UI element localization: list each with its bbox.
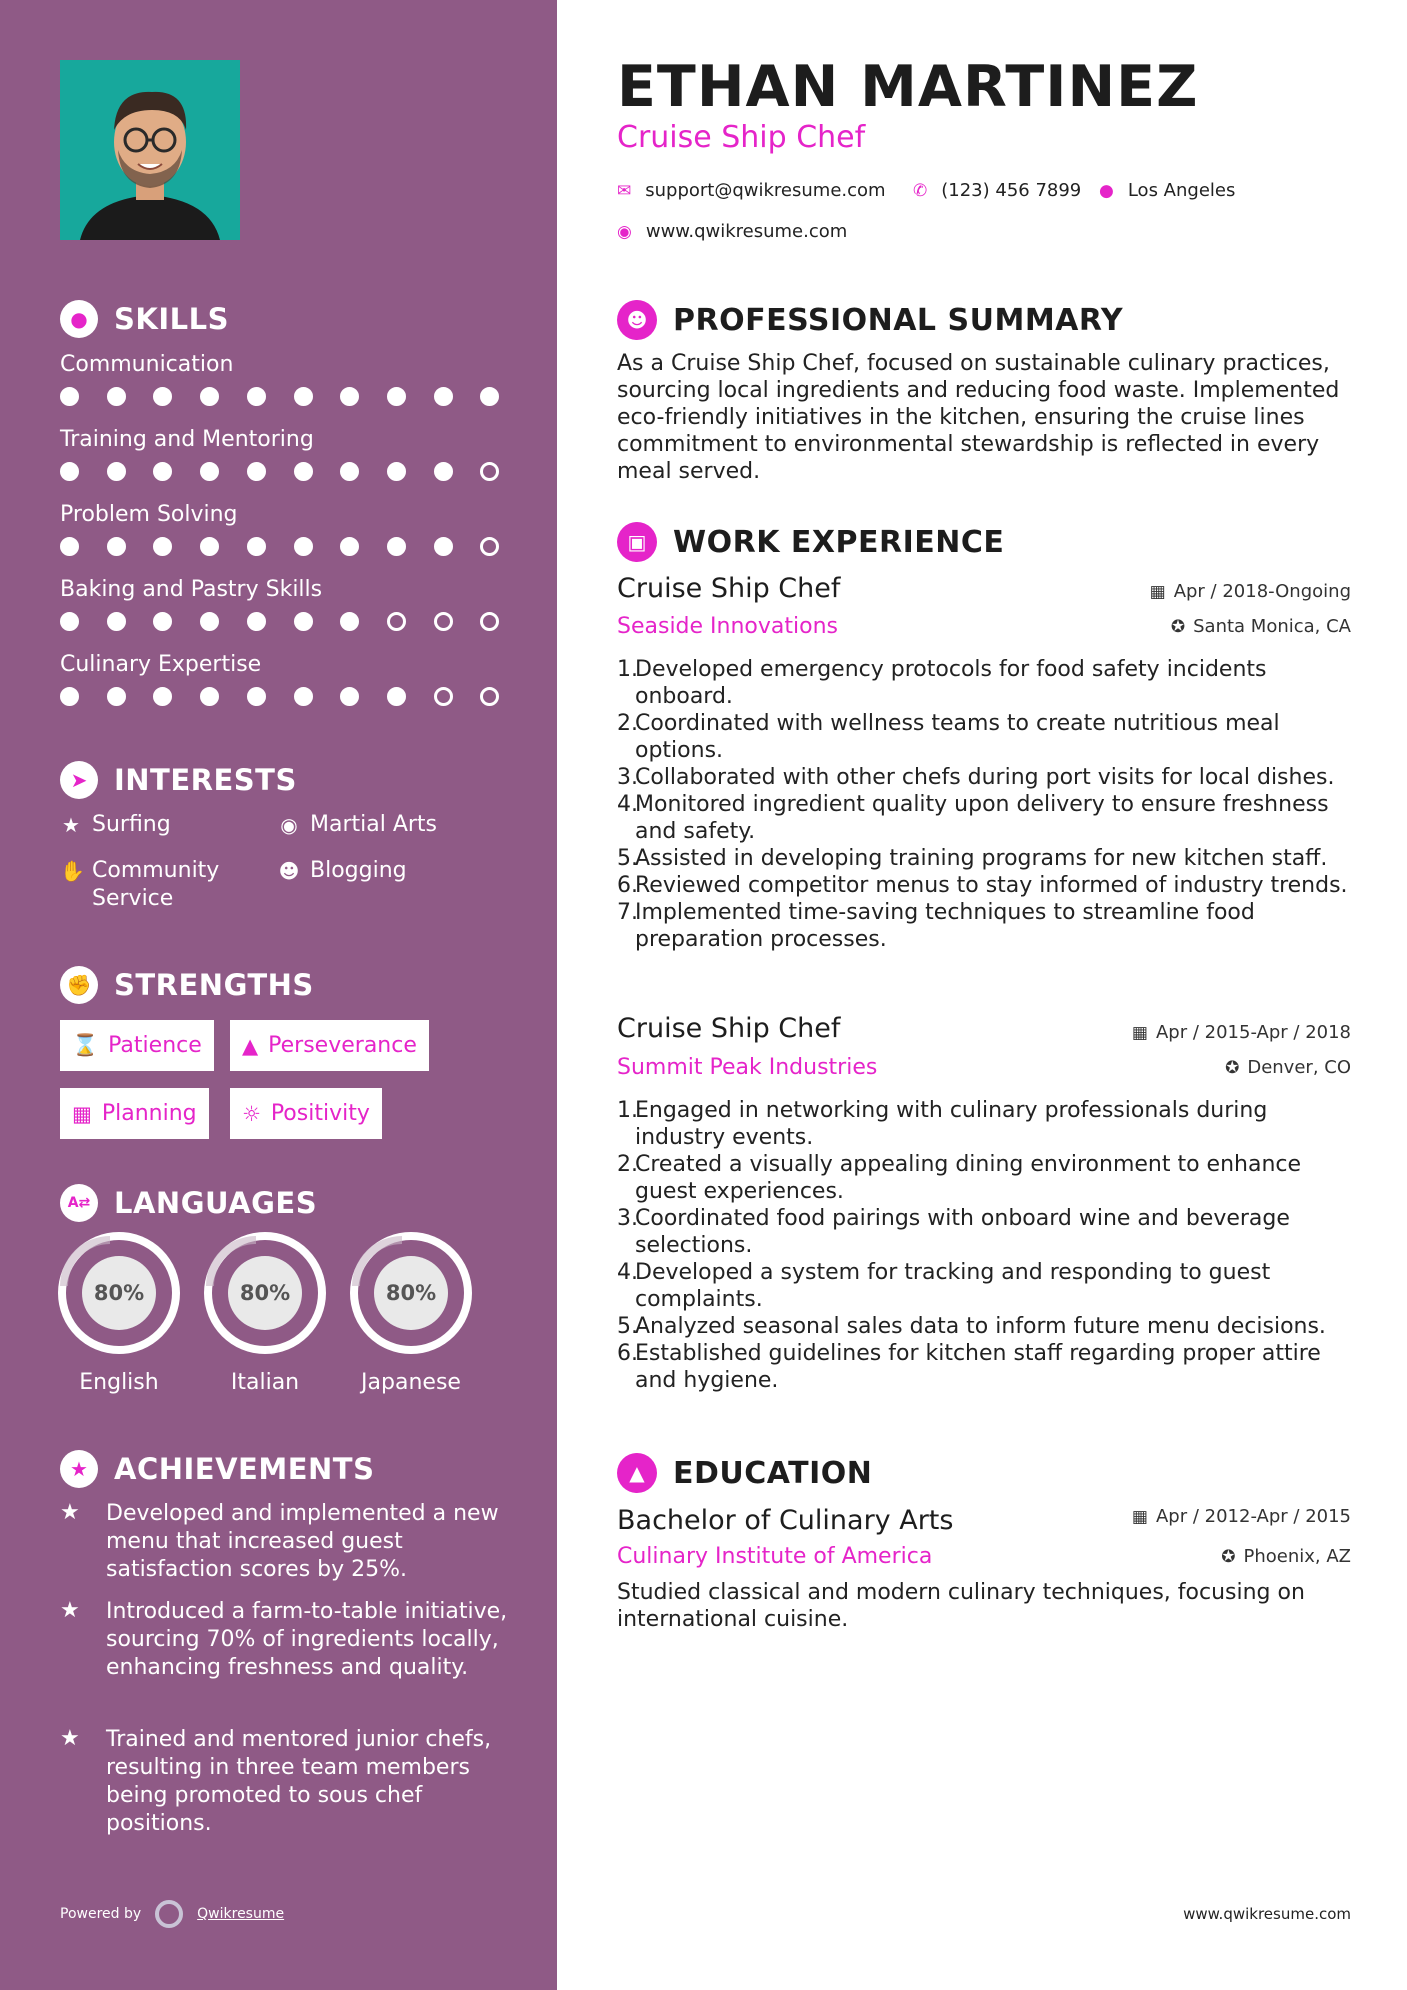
bullet-item <box>617 1151 1351 1205</box>
achievement-item: ★ Trained and mentored junior chefs, resulting in three team members being promoted to sous chef positions. <box>60 1726 492 1836</box>
achievements-heading: ★ ACHIEVEMENTS <box>60 1450 374 1488</box>
language-percent: 80% <box>228 1256 302 1330</box>
summary-heading: ☻ PROFESSIONAL SUMMARY <box>617 300 1123 340</box>
interest-item: ☻ Blogging <box>278 858 407 883</box>
language-progress-ring <box>58 1232 180 1354</box>
skill-rating <box>60 462 500 484</box>
bullet-item <box>617 764 1351 791</box>
job-location: ✪ Denver, CO <box>1225 1057 1351 1078</box>
skill-dot-filled <box>107 537 126 556</box>
achievement-item: ★ Introduced a farm-to-table initiative, sourcing 70% of ingredients locally, enhancing freshness and quality. <box>60 1598 508 1680</box>
skill-dot-filled <box>153 387 172 406</box>
road-icon: ▲ <box>242 1033 259 1058</box>
user-icon: ☻ <box>617 300 657 340</box>
powered-by: Powered by Qwikresume <box>60 1900 284 1928</box>
contact-phone[interactable]: ✆ (123) 456 7899 <box>913 180 1082 201</box>
skill-dot-filled <box>107 687 126 706</box>
job-title: Cruise Ship Chef <box>617 1013 841 1044</box>
skill-name: Communication <box>60 352 234 377</box>
bullet-number: 5. <box>617 846 638 871</box>
skill-dot-filled <box>387 537 406 556</box>
skill-dot-filled <box>340 387 359 406</box>
bullet-text: Implemented time-saving techniques to streamline food preparation processes. <box>635 900 1255 952</box>
skill-dot-empty <box>480 612 499 631</box>
skill-dot-filled <box>434 462 453 481</box>
job-title: Cruise Ship Chef <box>617 573 841 604</box>
lightbulb-icon: ● <box>60 300 98 338</box>
candidate-name: ETHAN MARTINEZ <box>617 54 1199 120</box>
bullet-text: Collaborated with other chefs during port visits for local dishes. <box>635 765 1335 790</box>
qwikresume-logo-icon <box>155 1900 183 1928</box>
job-dates: ▦ Apr / 2018-Ongoing <box>1149 581 1351 602</box>
language-name: Japanese <box>361 1370 461 1395</box>
education-degree: Bachelor of Culinary Arts <box>617 1505 954 1536</box>
shooting-star-icon: ★ <box>60 1500 80 1525</box>
skill-dot-filled <box>200 387 219 406</box>
language-name: English <box>79 1370 159 1395</box>
interest-item: ◉ Martial Arts <box>278 811 437 839</box>
interest-item: ✋ Community Service <box>60 858 220 911</box>
bullet-text: Established guidelines for kitchen staff regarding proper attire and hygiene. <box>635 1341 1321 1393</box>
skill-dot-empty <box>480 687 499 706</box>
summary-text: As a Cruise Ship Chef, focused on sustainable culinary practices, sourcing local ingredients and reducing food waste. Implemented eco-friendly initiatives in the kitchen, ensuring the cruise lines commitment to environmental stewardship is reflected in every meal served. <box>617 351 1340 484</box>
skill-dot-filled <box>247 687 266 706</box>
education-school: Culinary Institute of America <box>617 1544 933 1569</box>
candidate-role: Cruise Ship Chef <box>617 120 866 155</box>
bullet-number: 3. <box>617 765 638 790</box>
strength-badge: ▦ Planning <box>60 1088 209 1139</box>
skill-dot-filled <box>153 612 172 631</box>
footer-url[interactable]: www.qwikresume.com <box>1183 1905 1351 1923</box>
globe-icon: ◉ <box>280 813 298 837</box>
star-badge-icon: ★ <box>60 1450 98 1488</box>
bullet-text: Engaged in networking with culinary professionals during industry events. <box>635 1098 1268 1150</box>
envelope-icon: ✉ <box>617 180 632 201</box>
skill-dot-empty <box>480 462 499 481</box>
bullet-item <box>617 1313 1351 1340</box>
skill-dot-filled <box>107 462 126 481</box>
language-name: Italian <box>230 1370 300 1395</box>
briefcase-icon: ▣ <box>617 522 657 562</box>
skill-dot-filled <box>247 387 266 406</box>
skill-dot-filled <box>387 462 406 481</box>
language-percent: 80% <box>374 1256 448 1330</box>
skills-heading: ● SKILLS <box>60 300 229 338</box>
bullet-text: Developed a system for tracking and responding to guest complaints. <box>635 1260 1271 1312</box>
map-pin-icon: ● <box>1099 180 1114 201</box>
skill-item <box>60 650 500 709</box>
experience-heading: ▣ WORK EXPERIENCE <box>617 522 1004 562</box>
skill-dot-empty <box>480 537 499 556</box>
bullet-text: Reviewed competitor menus to stay informed of industry trends. <box>635 873 1348 898</box>
hourglass-icon: ⌛ <box>72 1033 99 1057</box>
skill-rating <box>60 537 500 559</box>
bullet-text: Monitored ingredient quality upon delivery to ensure freshness and safety. <box>635 792 1329 844</box>
pushpin-icon: ✪ <box>1225 1057 1240 1078</box>
skill-dot-filled <box>200 612 219 631</box>
bullet-item <box>617 872 1351 899</box>
languages-heading: A⇄ LANGUAGES <box>60 1184 317 1222</box>
strength-badge: ▲ Perseverance <box>230 1020 429 1071</box>
skill-dot-filled <box>434 537 453 556</box>
skill-name: Problem Solving <box>60 502 238 527</box>
language-item <box>350 1232 472 1395</box>
bullet-number: 6. <box>617 1341 638 1366</box>
bullet-item <box>617 1205 1351 1259</box>
contact-email[interactable]: ✉ support@qwikresume.com <box>617 180 886 201</box>
globe-icon: ◉ <box>617 221 632 242</box>
interests-heading: ➤ INTERESTS <box>60 761 297 799</box>
bullet-text: Coordinated food pairings with onboard wine and beverage selections. <box>635 1206 1290 1258</box>
shooting-star-icon: ★ <box>60 1598 80 1623</box>
skill-dot-empty <box>434 687 453 706</box>
skill-dot-filled <box>107 387 126 406</box>
skill-dot-filled <box>340 687 359 706</box>
skill-dot-filled <box>387 387 406 406</box>
bullet-number: 5. <box>617 1314 638 1339</box>
pushpin-icon: ✪ <box>1170 616 1186 637</box>
skill-dot-filled <box>153 462 172 481</box>
bullet-item <box>617 1259 1351 1313</box>
skill-item <box>60 350 500 409</box>
skill-dot-filled <box>387 687 406 706</box>
language-progress-ring <box>350 1232 472 1354</box>
skill-dot-filled <box>153 537 172 556</box>
bullet-text: Developed emergency protocols for food safety incidents onboard. <box>635 657 1267 709</box>
users-icon: ☻ <box>278 859 300 883</box>
skill-rating <box>60 387 500 409</box>
skill-dot-filled <box>200 687 219 706</box>
interest-item: ★ Surfing <box>60 811 171 839</box>
skill-dot-filled <box>247 612 266 631</box>
language-item <box>204 1232 326 1395</box>
skill-dot-filled <box>60 462 79 481</box>
skill-rating <box>60 612 500 634</box>
bullet-text: Analyzed seasonal sales data to inform future menu decisions. <box>635 1314 1326 1339</box>
pushpin-icon: ✪ <box>1221 1546 1236 1567</box>
job-bullets <box>617 1097 1351 1394</box>
phone-icon: ✆ <box>913 180 928 201</box>
bullet-number: 7. <box>617 900 638 925</box>
skill-name: Baking and Pastry Skills <box>60 577 323 602</box>
skill-rating <box>60 687 500 709</box>
skill-dot-filled <box>247 537 266 556</box>
skill-item <box>60 575 500 634</box>
bullet-item <box>617 1340 1351 1394</box>
bullet-item <box>617 1097 1351 1151</box>
skill-dot-filled <box>294 687 313 706</box>
qwikresume-link[interactable]: Qwikresume <box>197 1906 285 1922</box>
bullet-number: 2. <box>617 1152 638 1177</box>
shooting-star-icon: ★ <box>60 1726 80 1751</box>
contact-website[interactable]: ◉ www.qwikresume.com <box>617 221 848 242</box>
bullet-number: 3. <box>617 1206 638 1231</box>
job-company: Seaside Innovations <box>617 614 838 639</box>
bullet-number: 4. <box>617 792 638 817</box>
strengths-heading: ✊ STRENGTHS <box>60 966 314 1004</box>
skill-dot-filled <box>294 537 313 556</box>
skill-dot-filled <box>294 387 313 406</box>
bullet-text: Created a visually appealing dining environment to enhance guest experiences. <box>635 1152 1302 1204</box>
language-percent: 80% <box>82 1256 156 1330</box>
paper-plane-icon: ➤ <box>60 761 98 799</box>
profile-photo <box>60 60 240 240</box>
contact-location: ● Los Angeles <box>1099 180 1236 201</box>
calendar-icon: ▦ <box>1149 581 1166 602</box>
education-location: ✪ Phoenix, AZ <box>1221 1546 1351 1567</box>
strength-badge: ☼ Positivity <box>230 1088 382 1139</box>
skill-item <box>60 500 500 559</box>
education-heading: ▲ EDUCATION <box>617 1453 872 1493</box>
job-bullets <box>617 656 1351 953</box>
star-icon: ★ <box>62 813 80 837</box>
bullet-text: Coordinated with wellness teams to create nutritious meal options. <box>635 711 1280 763</box>
calendar-icon: ▦ <box>1131 1022 1148 1043</box>
job-location: ✪ Santa Monica, CA <box>1170 616 1351 637</box>
job-company: Summit Peak Industries <box>617 1055 878 1080</box>
skill-dot-empty <box>434 612 453 631</box>
skill-dot-filled <box>434 387 453 406</box>
skill-dot-filled <box>200 537 219 556</box>
skill-dot-filled <box>60 612 79 631</box>
bullet-item <box>617 845 1351 872</box>
skill-item <box>60 425 500 484</box>
skill-dot-filled <box>340 462 359 481</box>
language-item <box>58 1232 180 1395</box>
skill-dot-filled <box>480 387 499 406</box>
sun-icon: ☼ <box>242 1101 261 1126</box>
skill-dot-empty <box>387 612 406 631</box>
skill-dot-filled <box>60 537 79 556</box>
translate-icon: A⇄ <box>60 1184 98 1222</box>
bullet-number: 1. <box>617 1098 638 1123</box>
bullet-item <box>617 656 1351 710</box>
bullet-number: 1. <box>617 657 638 682</box>
skill-dot-filled <box>107 612 126 631</box>
skill-dot-filled <box>340 537 359 556</box>
education-dates: ▦ Apr / 2012-Apr / 2015 <box>1131 1506 1351 1527</box>
bullet-number: 6. <box>617 873 638 898</box>
bullet-number: 2. <box>617 711 638 736</box>
strength-badge: ⌛ Patience <box>60 1020 214 1071</box>
skill-name: Culinary Expertise <box>60 652 262 677</box>
fist-icon: ✊ <box>60 966 98 1004</box>
skill-dot-filled <box>200 462 219 481</box>
job-dates: ▦ Apr / 2015-Apr / 2018 <box>1131 1022 1351 1043</box>
skill-name: Training and Mentoring <box>60 427 314 452</box>
skill-dot-filled <box>60 387 79 406</box>
bullet-text: Assisted in developing training programs for new kitchen staff. <box>635 846 1328 871</box>
skill-dot-filled <box>294 462 313 481</box>
bullet-number: 4. <box>617 1260 638 1285</box>
education-description: Studied classical and modern culinary techniques, focusing on international cuisine. <box>617 1580 1305 1632</box>
calendar-icon: ▦ <box>1131 1506 1148 1527</box>
bullet-item <box>617 791 1351 845</box>
language-progress-ring <box>204 1232 326 1354</box>
skill-dot-filled <box>294 612 313 631</box>
hand-icon: ✋ <box>60 859 85 883</box>
calendar-icon: ▦ <box>72 1101 92 1126</box>
sidebar <box>0 0 557 1990</box>
skill-dot-filled <box>153 687 172 706</box>
skill-dot-filled <box>340 612 359 631</box>
bullet-item <box>617 899 1351 953</box>
bullet-item <box>617 710 1351 764</box>
achievement-item: ★ Developed and implemented a new menu that increased guest satisfaction scores by 25%. <box>60 1500 499 1582</box>
graduation-cap-icon: ▲ <box>617 1453 657 1493</box>
skill-dot-filled <box>247 462 266 481</box>
skill-dot-filled <box>60 687 79 706</box>
